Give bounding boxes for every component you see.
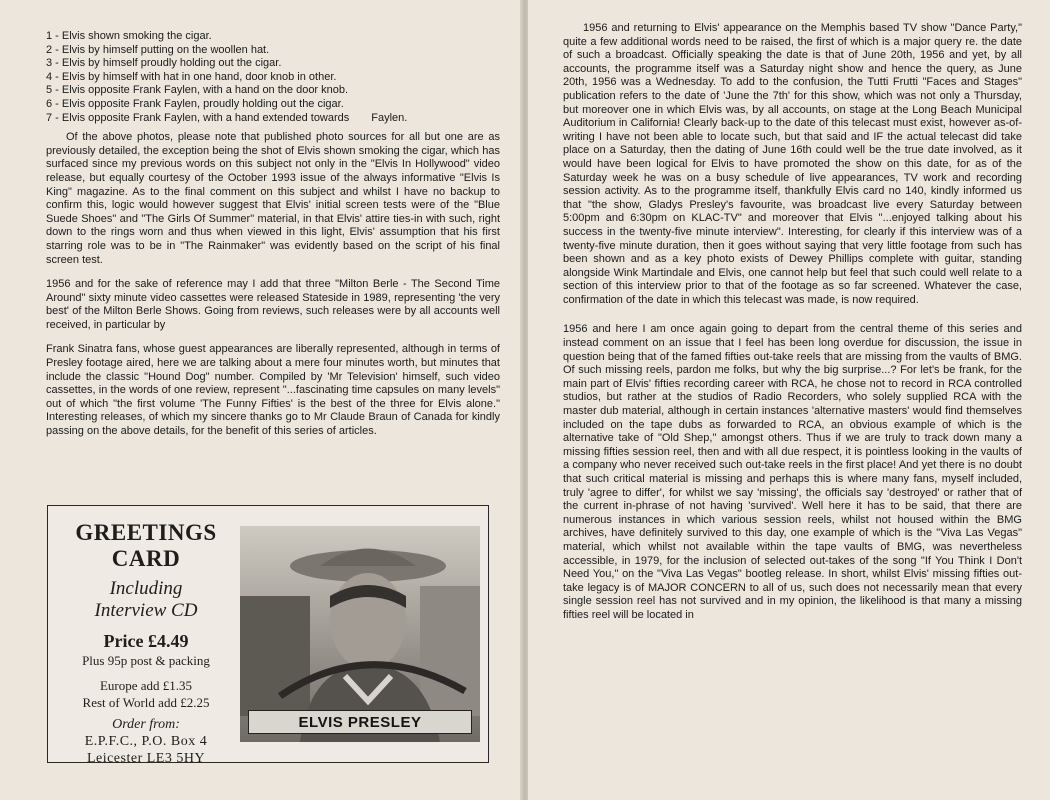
elvis-photo (240, 526, 480, 742)
paragraph: 1956 and for the sake of reference may I add that three "Milton Berle - The Second Time Around" sixty minute video cassettes were released Stateside in 1989, representing 'the very best' of the Milton Berle Shows. Going from reviews, such releases were by all accounts well received, in particular by (46, 278, 500, 331)
advert-postage: Plus 95p post & packing (82, 653, 210, 668)
list-item: 7 - Elvis opposite Frank Faylen, with a hand extended towards Faylen. (46, 111, 408, 124)
paragraph: Of the above photos, please note that published photo sources for all but one are as previously detailed, the exception being the shot of Elvis shown smoking the cigar, which has surfaced since my previous words on this subject not only in the "Elvis In Hollywood" video release, but equally courtesy of the October 1993 issue of the always informative "Elvis Is King" magazine. As to the final comment on this subject and whilst I have no backup to confirm this, logic would however suggest that Elvis' initial screen tests were of the "Blue Suede Shoes" and "The Girls Of Summer" material, in that Elvis' attire ties-in with such, right down to the rings worn and thus when viewed in this light, Elvis' assumption that his first starring role was to be in "The Rainmaker" was evidently based on the script of his final screen test. (46, 131, 500, 266)
paragraph: 1956 and here I am once again going to depart from the central theme of this series and instead comment on an issue that I feel has been long overdue for discussion, the issue in question being that of the famed fifties out-take reels that are missing from the vaults of BMG. Of such missing reels, pardon me folks, but why the big surprise...? For let's be frank, for the main part of Elvis' fifties recording career with RCA, he chose not to record in RCA controlled studios, but rather at the studios of Radio Recorders, who solely supplied RCA with the master dub material, although in certain instances 'alternative masters' would find themselves included on the tape dubs as forwarded to RCA, an obvious example of which is the alternative take of "Old Shep," amongst others. Thus if we are truly to track down many a missing fifties session reel, then and with all due respect, it is pointless looking in the vaults of a company who never received such out-take reels in the first place! And yet there is no doubt that such critical material is missing and perhaps this is where many fans, myself included, truly 'agree to differ', for whilst we say 'missing', the officials say 'destroyed' or rather that of the current in-phrase of not having 'survived'. Well here it has to be said, that there are numerous instances in which various session reels, whilst not housed within the BMG archives, have definitely survived to this day, one example of which is the "Viva Las Vegas" material, which whilst not available within the tape vaults of BMG, was nevertheless accessible, in 1979, for the inclusion of selected out-takes of the song "If You Think I Don't Need You," on the "Viva Las Vegas" bootleg release. In short, whilst Elvis' missing fifties out-take legacy is of MAJOR CONCERN to all of us, such does not necessarily mean that every single session reel has not survived and in my opinion, the likelihood is that many a missing fifties reel will be located in (563, 323, 1022, 621)
advert-price: Price £4.49 (103, 631, 189, 651)
greetings-card-advert (47, 505, 489, 766)
list-item: 6 - Elvis opposite Frank Faylen, proudly holding out the cigar. (46, 97, 344, 110)
advert-subtitle: Interview CD (94, 600, 198, 621)
advert-world: Rest of World add £2.25 (82, 695, 210, 710)
list-item: 1 - Elvis shown smoking the cigar. (46, 30, 212, 42)
advert-title: CARD (111, 546, 181, 571)
list-item: 4 - Elvis by himself with hat in one hand, door knob in other. (46, 70, 337, 83)
list-item: 5 - Elvis opposite Frank Faylen, with a hand on the door knob. (46, 84, 349, 97)
advert-address: E.P.F.C., P.O. Box 4 (84, 734, 208, 749)
list-item: 3 - Elvis by himself proudly holding out the cigar. (46, 57, 282, 70)
photo-list (46, 30, 500, 125)
photo-caption: ELVIS PRESLEY (248, 710, 472, 734)
paragraph: Frank Sinatra fans, whose guest appearances are liberally represented, although in terms of Presley footage aired, here we are talking about a mere four minutes worth, but minutes that include the classic "Hound Dog" number. Compiled by 'Mr Television' himself, such video cassettes, in the words of one review, represent "...fascinating time capsules on many levels" out of which "the first volume 'The Funny Fifties' is the best of the three for Elvis alone." Interesting releases, of which my sincere thanks go to Mr Claude Braun of Canada for kindly passing on the above details, for the benefit of this series of articles. (46, 343, 500, 438)
advert-title: GREETINGS (75, 520, 217, 545)
list-item: 2 - Elvis by himself putting on the woollen hat. (46, 43, 270, 56)
advert-subtitle: Including (109, 578, 183, 599)
list-item-tail: Faylen. (371, 111, 408, 124)
advert-order-label: Order from: (112, 717, 180, 732)
paragraph: 1956 and returning to Elvis' appearance on the Memphis based TV show "Dance Party," quite a few additional words need to be raised, the first of which is a major query re. the date of such a broadcast. Officially speaking the date is that of June 20th, 1956 and yet, by all accounts, the programme itself was a Saturday night show and hence the query, as June 20th, 1956 was a Wednesday. To add to the confusion, the Tutti Frutti "Faces and Stages" publication refers to the date of 'June the 7th' for this show, which was not only a Thursday, but moreover one in which Elvis was, by all accounts, on stage at the Long Beach Municipal Auditorium in California! Clearly back-up to the date of this telecast must exist, however as-of-writing I have not been able to locate such, but that said and IF the actual telecast did take place on a Saturday, then the dating of June 16th could well be the true date involved, as it would have been logical for Elvis to have promoted the show on this date, for as of the Saturday week he was on a busy schedule of live appearances, TV work and recording session activity. As to the programme itself, thankfully Elvis card no 140, kindly informed us that "the show, Gladys Presley's favourite, was broadcast live every Saturday between 5:00pm and 6:30pm on KLAC-TV" and moreover that Elvis "...enjoyed talking about his success in the twenty-five minute interview". Interesting, for clearly if this interview was of a twenty-five minute duration, then it goes without saying that very little footage from such has been shown and as a key photo exists of Dewey Phillips complete with guitar, standing alongside Wink Martindale and Elvis, one cannot help but feel that such could well relate to a section of this interview prior to that of the footage as so far screened. Whatever the case, confirmation of the date in which this telecast was made, is now required. (563, 22, 1022, 306)
advert-text (48, 520, 244, 767)
advert-europe: Europe add £1.35 (99, 678, 193, 693)
right-page (528, 0, 1050, 800)
advert-address: Leicester LE3 5HY (86, 751, 206, 766)
